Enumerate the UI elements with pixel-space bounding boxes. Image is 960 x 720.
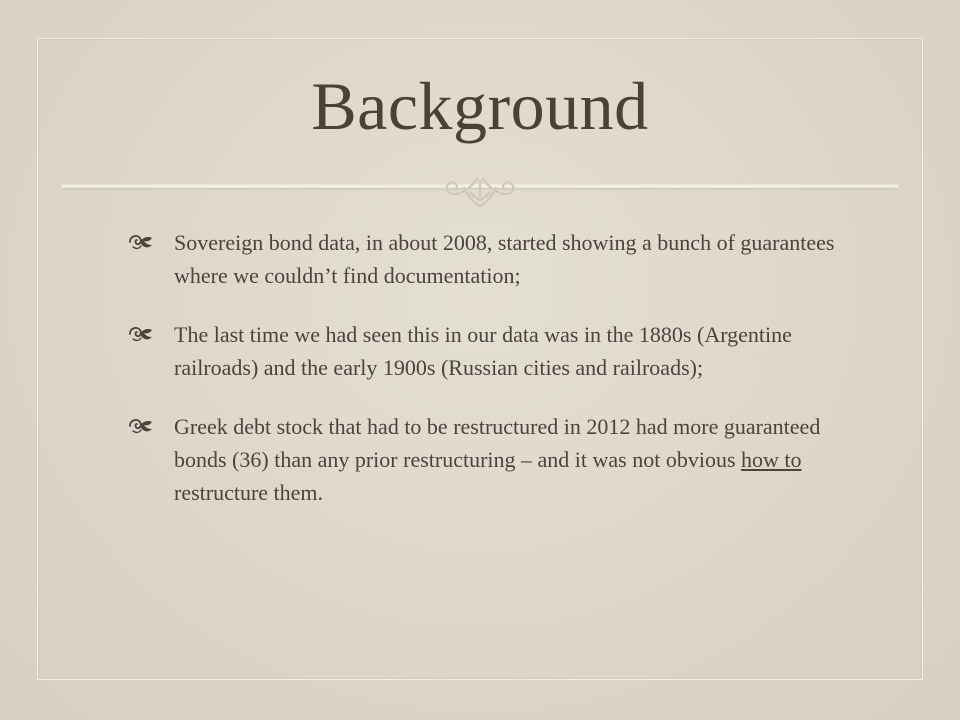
bullet-text-underlined: how to — [741, 447, 802, 472]
fleuron-bullet-icon — [128, 325, 154, 343]
fleuron-bullet-icon — [128, 233, 154, 251]
list-item — [128, 226, 848, 292]
bullet-text-end: restructure them. — [174, 480, 324, 505]
slide-title: Background — [311, 68, 649, 144]
bullet-list — [128, 226, 848, 535]
ornamental-divider-icon — [62, 172, 898, 212]
bullet-text: Sovereign bond data, in about 2008, started showing a bunch of guarantees where we couldn’t find documentation; — [174, 230, 835, 288]
bullet-text-start: Greek debt stock that had to be restructured in 2012 had more guaranteed bonds (36) than any prior restructuring – and it was not obvious — [174, 414, 821, 472]
bullet-text: The last time we had seen this in our data was in the 1880s (Argentine railroads) and the early 1900s (Russian cities and railroads); — [174, 322, 792, 380]
list-item — [128, 410, 848, 509]
list-item — [128, 318, 848, 384]
fleuron-bullet-icon — [128, 417, 154, 435]
